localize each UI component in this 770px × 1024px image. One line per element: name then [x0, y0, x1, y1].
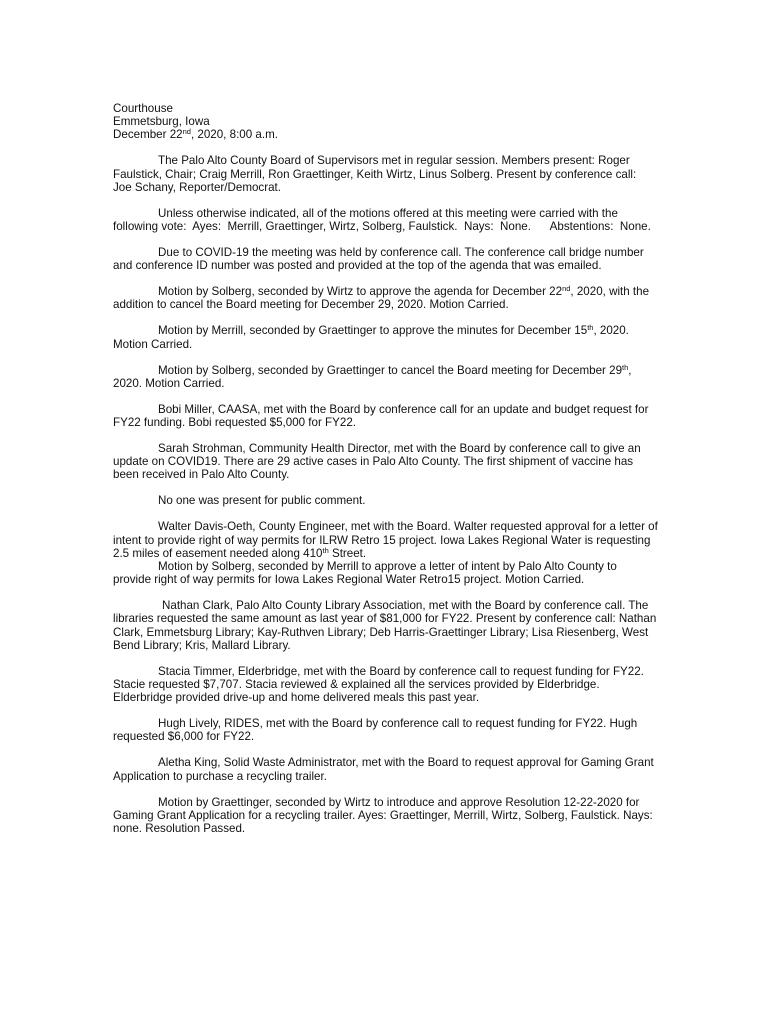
- paragraph-resolution-motion: Motion by Graettinger, seconded by Wirtz to introduce and approve Resolution 12-22-2020 for Gaming Grant Application for a recycling trailer. Ayes: Graettinger, Merrill, Wirtz, Solberg, Faulstick. Nays: none. Resolution Passed.: [113, 795, 653, 836]
- engineer-text: Walter Davis-Oeth, County Engineer, met with the Board. Walter requested approval for a letter of intent to provide right of way permits for ILRW Retro 15 project. Iowa Lakes Regional Water is requesting 2.5 miles of easement needed along 410: [113, 520, 658, 560]
- paragraph-cancel-motion: [113, 364, 658, 390]
- paragraph-community-health: Sarah Strohman, Community Health Director, met with the Board by conference call to give an update on COVID19. There are 29 active cases in Palo Alto County. The first shipment of vaccine has been received in Palo Alto County.: [113, 442, 641, 482]
- paragraph-library-association: Nathan Clark, Palo Alto County Library Association, met with the Board by conference call. The libraries requested the same amount as last year of $81,000 for FY22. Present by conference call: Nathan Clark, Emmetsburg Library; Kay-Ruthven Library; Deb Harris-Graettinger Library; Lisa Riesenberg, West Bend Library; Kris, Mallard Library.: [113, 599, 657, 652]
- cancel-motion-ordinal: th: [622, 362, 629, 372]
- paragraph-county-engineer: [113, 520, 658, 560]
- date-time: , 2020, 8:00 a.m.: [190, 128, 278, 142]
- cancel-motion-rest: , 2020. Motion Carried.: [113, 363, 632, 390]
- paragraph-agenda-motion: [113, 285, 658, 311]
- city-line: Emmetsburg, Iowa: [113, 115, 210, 129]
- agenda-motion-text: Motion by Solberg, seconded by Wirtz to approve the agenda for December 22: [158, 285, 563, 299]
- paragraph-elderbridge: Stacia Timmer, Elderbridge, met with the Board by conference call to request funding for FY22. Stacie requested $7,707. Stacia reviewed & explained all the services provided by Elderbridge. Elderbridge provided drive-up and home delivered meals this past year.: [113, 664, 644, 705]
- document-header: [113, 102, 658, 142]
- minutes-motion-rest: , 2020. Motion Carried.: [113, 324, 629, 351]
- date-line: [113, 128, 658, 141]
- minutes-document: [113, 102, 658, 848]
- date-text: December 22: [113, 128, 183, 142]
- engineer-ordinal: th: [322, 545, 329, 555]
- paragraph-minutes-motion: [113, 324, 658, 350]
- engineer-rest: Street.: [328, 546, 367, 560]
- location-line: Courthouse: [113, 102, 173, 115]
- paragraph-members-present: The Palo Alto County Board of Supervisors met in regular session. Members present: Roger Faulstick, Chair; Craig Merrill, Ron Graettinger, Keith Wirtz, Linus Solberg. Present by conference call: Joe Schany, Reporter/Democrat.: [113, 154, 637, 194]
- date-ordinal: nd: [182, 127, 191, 137]
- agenda-motion-ordinal: nd: [562, 284, 571, 294]
- paragraph-covid-conference: Due to COVID-19 the meeting was held by conference call. The conference call bridge number and conference ID number was posted and provided at the top of the agenda that was emailed.: [113, 246, 644, 273]
- paragraph-letter-of-intent-motion: Motion by Solberg, seconded by Merrill to approve a letter of intent by Palo Alto County to provide right of way permits for Iowa Lakes Regional Water Retro15 project. Motion Carried.: [113, 560, 617, 587]
- paragraph-solid-waste: Aletha King, Solid Waste Administrator, met with the Board to request approval for Gaming Grant Application to purchase a recycling trailer.: [113, 756, 654, 783]
- minutes-motion-text: Motion by Merrill, seconded by Graettinger to approve the minutes for December 15: [158, 324, 588, 338]
- minutes-motion-ordinal: th: [587, 323, 594, 333]
- cancel-motion-text: Motion by Solberg, seconded by Graettinger to cancel the Board meeting for December 29: [158, 363, 623, 377]
- paragraph-caasa: Bobi Miller, CAASA, met with the Board by conference call for an update and budget request for FY22 funding. Bobi requested $5,000 for FY22.: [113, 402, 649, 430]
- paragraph-rides: Hugh Lively, RIDES, met with the Board by conference call to request funding for FY22. Hugh requested $6,000 for FY22.: [113, 717, 638, 744]
- agenda-motion-rest: , 2020, with the addition to cancel the Board meeting for December 29, 2020. Motion Carried.: [113, 285, 650, 312]
- paragraph-vote-default: Unless otherwise indicated, all of the motions offered at this meeting were carried with the following vote: Ayes: Merrill, Graettinger, Wirtz, Solberg, Faulstick. Nays: None. Abstentions: None.: [113, 206, 651, 234]
- paragraph-public-comment: No one was present for public comment.: [158, 494, 366, 508]
